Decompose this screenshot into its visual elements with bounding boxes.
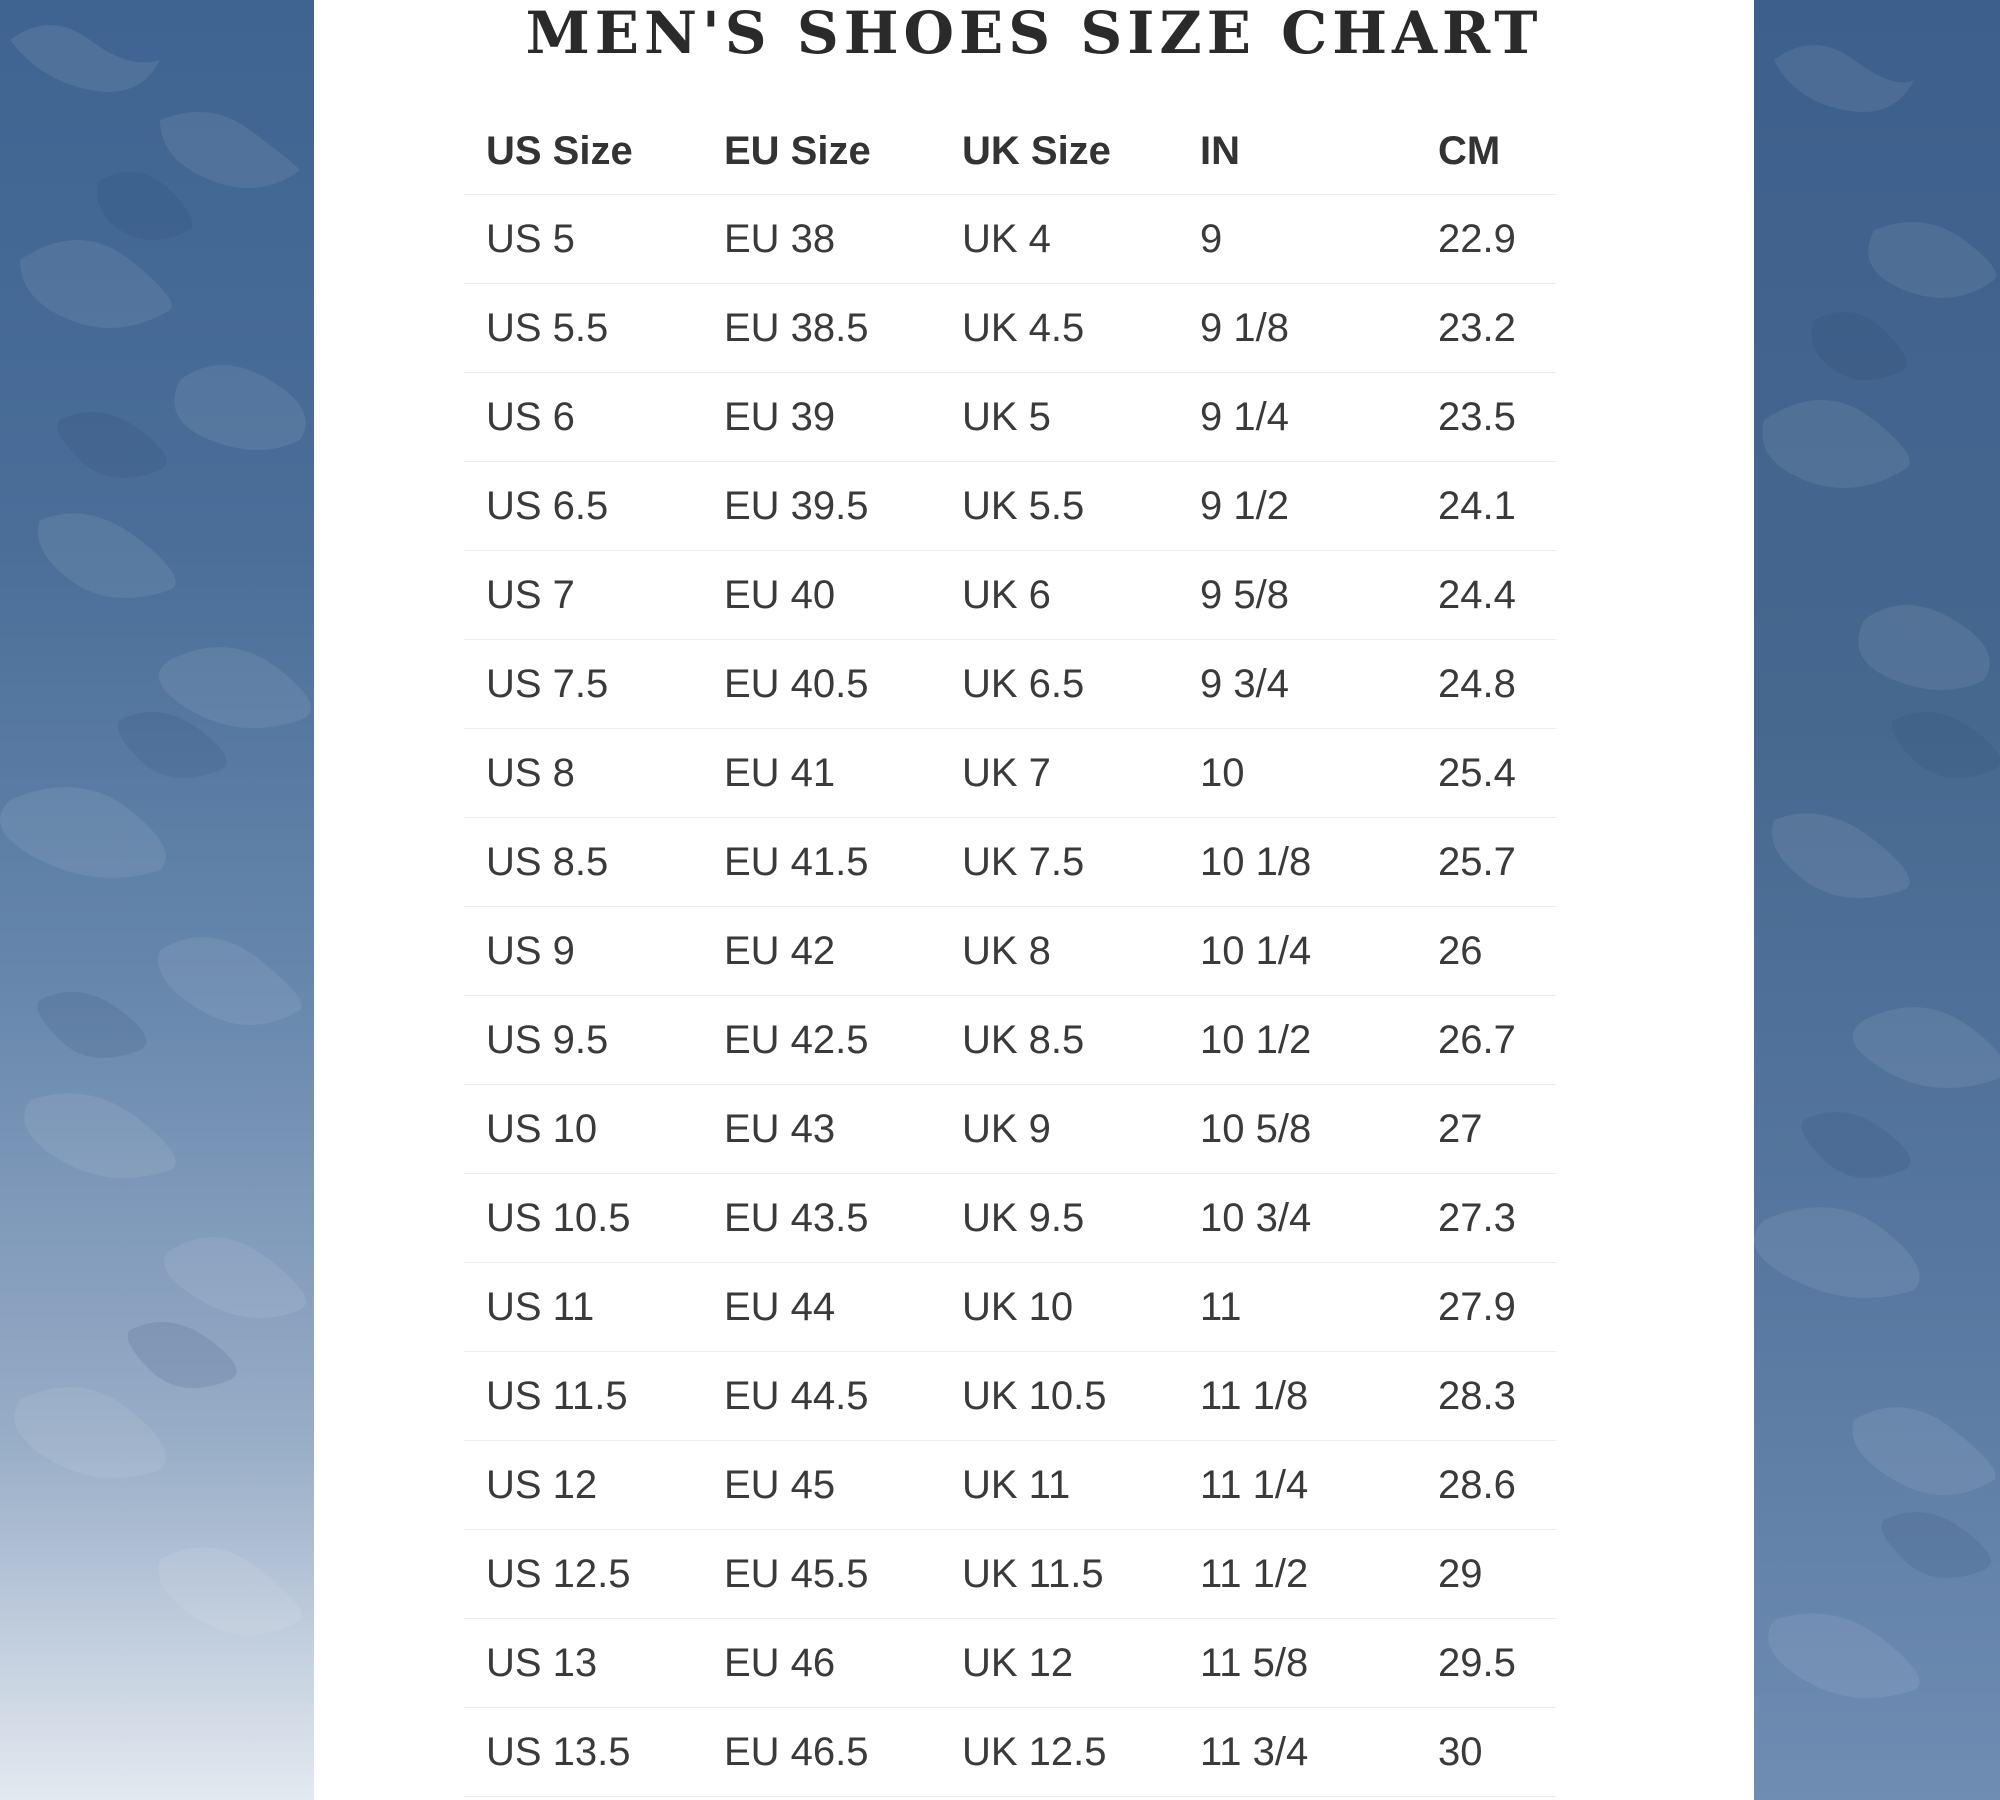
- left-decorative-band: [0, 0, 314, 1800]
- us-size-cell: US 12.5: [464, 1530, 702, 1619]
- table-row: [464, 284, 1556, 373]
- in-cell: 11 5/8: [1178, 1619, 1416, 1708]
- uk-size-cell: UK 9: [940, 1085, 1178, 1174]
- uk-size-cell: UK 8.5: [940, 996, 1178, 1085]
- uk-size-cell: UK 6: [940, 551, 1178, 640]
- table-row: [464, 462, 1556, 551]
- table-row: [464, 1619, 1556, 1708]
- in-cell: 10 5/8: [1178, 1085, 1416, 1174]
- in-cell: 10 1/4: [1178, 907, 1416, 996]
- table-body: [464, 195, 1556, 1797]
- in-cell: 11 1/4: [1178, 1441, 1416, 1530]
- table-header-row: [464, 108, 1556, 195]
- uk-size-cell: UK 8: [940, 907, 1178, 996]
- eu-size-cell: EU 45: [702, 1441, 940, 1530]
- us-size-cell: US 13: [464, 1619, 702, 1708]
- in-cell: 11 3/4: [1178, 1708, 1416, 1797]
- us-size-cell: US 5.5: [464, 284, 702, 373]
- table-row: [464, 1352, 1556, 1441]
- in-cell: 10 3/4: [1178, 1174, 1416, 1263]
- us-size-cell: US 11: [464, 1263, 702, 1352]
- cm-cell: 26.7: [1416, 996, 1556, 1085]
- column-header-eu-size: EU Size: [702, 108, 940, 195]
- cm-cell: 27: [1416, 1085, 1556, 1174]
- us-size-cell: US 10.5: [464, 1174, 702, 1263]
- us-size-cell: US 13.5: [464, 1708, 702, 1797]
- column-header-cm: CM: [1416, 108, 1556, 195]
- eu-size-cell: EU 39.5: [702, 462, 940, 551]
- size-chart-panel: [314, 0, 1754, 1800]
- in-cell: 9 5/8: [1178, 551, 1416, 640]
- uk-size-cell: UK 7.5: [940, 818, 1178, 907]
- table-row: [464, 373, 1556, 462]
- table-row: [464, 551, 1556, 640]
- table-row: [464, 1174, 1556, 1263]
- uk-size-cell: UK 5.5: [940, 462, 1178, 551]
- cm-cell: 29: [1416, 1530, 1556, 1619]
- cm-cell: 28.3: [1416, 1352, 1556, 1441]
- cm-cell: 28.6: [1416, 1441, 1556, 1530]
- in-cell: 9 1/4: [1178, 373, 1416, 462]
- us-size-cell: US 5: [464, 195, 702, 284]
- eu-size-cell: EU 46: [702, 1619, 940, 1708]
- uk-size-cell: UK 10: [940, 1263, 1178, 1352]
- cm-cell: 23.5: [1416, 373, 1556, 462]
- eu-size-cell: EU 44: [702, 1263, 940, 1352]
- cm-cell: 25.4: [1416, 729, 1556, 818]
- eu-size-cell: EU 43: [702, 1085, 940, 1174]
- us-size-cell: US 11.5: [464, 1352, 702, 1441]
- cm-cell: 26: [1416, 907, 1556, 996]
- us-size-cell: US 9.5: [464, 996, 702, 1085]
- eu-size-cell: EU 45.5: [702, 1530, 940, 1619]
- cm-cell: 27.3: [1416, 1174, 1556, 1263]
- eu-size-cell: EU 43.5: [702, 1174, 940, 1263]
- in-cell: 11: [1178, 1263, 1416, 1352]
- in-cell: 10 1/8: [1178, 818, 1416, 907]
- table-row: [464, 1085, 1556, 1174]
- cm-cell: 27.9: [1416, 1263, 1556, 1352]
- eu-size-cell: EU 46.5: [702, 1708, 940, 1797]
- in-cell: 10 1/2: [1178, 996, 1416, 1085]
- in-cell: 10: [1178, 729, 1416, 818]
- us-size-cell: US 7.5: [464, 640, 702, 729]
- eu-size-cell: EU 44.5: [702, 1352, 940, 1441]
- eu-size-cell: EU 38.5: [702, 284, 940, 373]
- eu-size-cell: EU 41.5: [702, 818, 940, 907]
- uk-size-cell: UK 6.5: [940, 640, 1178, 729]
- cm-cell: 23.2: [1416, 284, 1556, 373]
- column-header-in: IN: [1178, 108, 1416, 195]
- cm-cell: 24.1: [1416, 462, 1556, 551]
- table-row: [464, 907, 1556, 996]
- eu-size-cell: EU 41: [702, 729, 940, 818]
- us-size-cell: US 10: [464, 1085, 702, 1174]
- us-size-cell: US 12: [464, 1441, 702, 1530]
- eu-size-cell: EU 38: [702, 195, 940, 284]
- column-header-us-size: US Size: [464, 108, 702, 195]
- right-decorative-band: [1754, 0, 2000, 1800]
- table-row: [464, 1263, 1556, 1352]
- in-cell: 9 3/4: [1178, 640, 1416, 729]
- page-title: MEN'S SHOES SIZE CHART: [525, 0, 1543, 67]
- eu-size-cell: EU 40.5: [702, 640, 940, 729]
- table-row: [464, 1530, 1556, 1619]
- uk-size-cell: UK 11: [940, 1441, 1178, 1530]
- camo-texture-right: [1754, 0, 2000, 1800]
- us-size-cell: US 6: [464, 373, 702, 462]
- eu-size-cell: EU 40: [702, 551, 940, 640]
- cm-cell: 25.7: [1416, 818, 1556, 907]
- size-chart-table: [464, 108, 1556, 1797]
- cm-cell: 30: [1416, 1708, 1556, 1797]
- eu-size-cell: EU 42.5: [702, 996, 940, 1085]
- in-cell: 9 1/2: [1178, 462, 1416, 551]
- table-row: [464, 640, 1556, 729]
- uk-size-cell: UK 4: [940, 195, 1178, 284]
- table-row: [464, 996, 1556, 1085]
- us-size-cell: US 9: [464, 907, 702, 996]
- uk-size-cell: UK 7: [940, 729, 1178, 818]
- uk-size-cell: UK 10.5: [940, 1352, 1178, 1441]
- cm-cell: 22.9: [1416, 195, 1556, 284]
- uk-size-cell: UK 5: [940, 373, 1178, 462]
- table-row: [464, 1441, 1556, 1530]
- table-row: [464, 1708, 1556, 1797]
- us-size-cell: US 8.5: [464, 818, 702, 907]
- uk-size-cell: UK 11.5: [940, 1530, 1178, 1619]
- cm-cell: 29.5: [1416, 1619, 1556, 1708]
- uk-size-cell: UK 12.5: [940, 1708, 1178, 1797]
- us-size-cell: US 8: [464, 729, 702, 818]
- table-row: [464, 818, 1556, 907]
- cm-cell: 24.8: [1416, 640, 1556, 729]
- in-cell: 9: [1178, 195, 1416, 284]
- uk-size-cell: UK 4.5: [940, 284, 1178, 373]
- us-size-cell: US 6.5: [464, 462, 702, 551]
- table-row: [464, 195, 1556, 284]
- in-cell: 11 1/8: [1178, 1352, 1416, 1441]
- table-row: [464, 729, 1556, 818]
- eu-size-cell: EU 39: [702, 373, 940, 462]
- eu-size-cell: EU 42: [702, 907, 940, 996]
- in-cell: 9 1/8: [1178, 284, 1416, 373]
- us-size-cell: US 7: [464, 551, 702, 640]
- cm-cell: 24.4: [1416, 551, 1556, 640]
- uk-size-cell: UK 9.5: [940, 1174, 1178, 1263]
- uk-size-cell: UK 12: [940, 1619, 1178, 1708]
- column-header-uk-size: UK Size: [940, 108, 1178, 195]
- in-cell: 11 1/2: [1178, 1530, 1416, 1619]
- camo-texture-left: [0, 0, 314, 1800]
